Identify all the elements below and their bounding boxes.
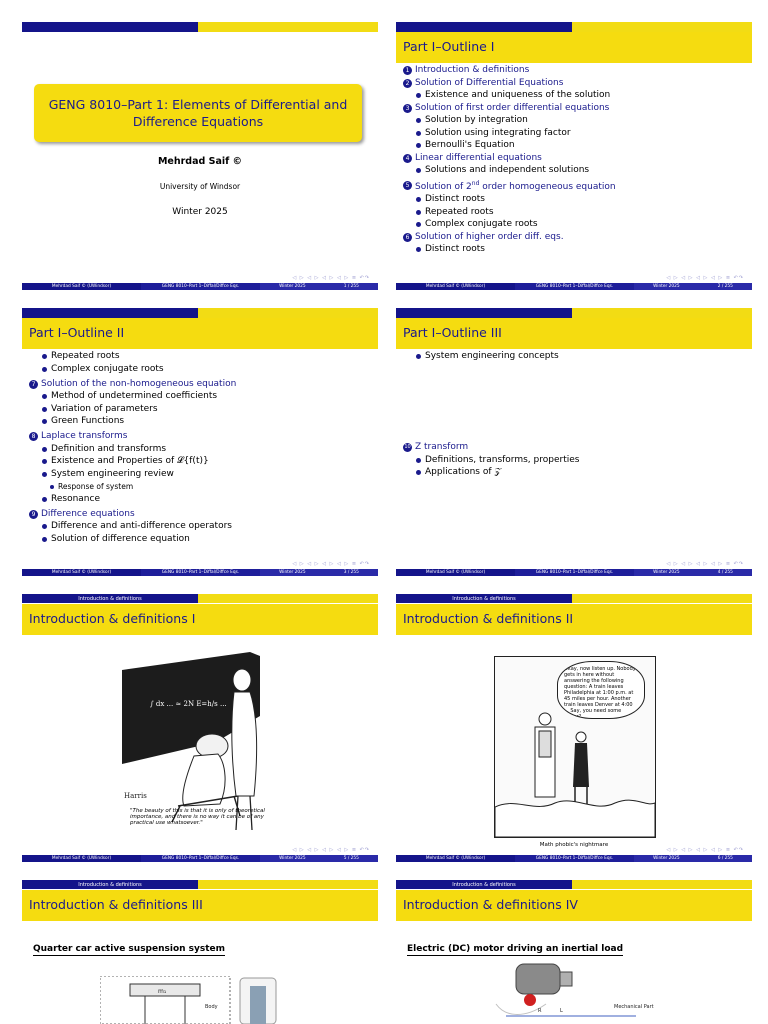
frame-title: Introduction & definitions IV <box>396 890 752 921</box>
outline-subsection[interactable]: Difference and anti-difference operators <box>29 521 236 532</box>
top-bar <box>22 22 378 32</box>
outline-list <box>29 351 236 546</box>
frame-title: Part I–Outline III <box>396 318 752 349</box>
mechanical-part-label: Mechanical Part <box>614 1004 654 1010</box>
frame-title: Part I–Outline II <box>22 318 378 349</box>
outline-subsection[interactable]: Repeated roots <box>29 351 236 362</box>
outline-subsection[interactable]: Solution of difference equation <box>29 534 236 545</box>
section-bar: Introduction & definitions <box>396 880 752 889</box>
outline-subsection[interactable]: Solution by integration <box>403 115 616 126</box>
frame-title: Introduction & definitions II <box>396 604 752 635</box>
slide-8 <box>396 880 752 1024</box>
slide-6: Introduction & definitions Introduction & definitions II Okay, now listen up. Nobody gets in here without answering the following question: A train leaves Philadelphia at 1:00 p.m. at 45 miles per hour. Another train leaves Denver at 4:00 ... Say, you need some paper? Math phobic's nightmare ◁ ▷ ◁ ▷ ◁ ▷ ◁ ▷ ≡ ↶↷ Mehrdad Saif © (UWindsor) GENG 8010–Part 1–Diffal/Diffce Eqs. Winter 2025 6 / 255 <box>396 594 752 862</box>
footer-term: Winter 2025 <box>279 284 306 289</box>
outline-section[interactable]: 2 Solution of Differential Equations <box>403 78 616 89</box>
outline-subsection[interactable]: Method of undetermined coefficients <box>29 391 236 402</box>
board-text: ∫ dx ... ≈ 2N E=h/s ... <box>150 700 227 708</box>
outline-subsection[interactable]: Definitions, transforms, properties <box>403 455 579 466</box>
dc-motor-diagram <box>486 960 736 1024</box>
date: Winter 2025 <box>172 207 228 217</box>
outline-section[interactable]: 4 Linear differential equations <box>403 153 616 164</box>
outline-section[interactable]: 10 Z transform <box>404 442 469 452</box>
page-number: 4 / 255 <box>717 570 733 575</box>
page-number: 3 / 255 <box>343 570 359 575</box>
outline-list <box>403 351 559 364</box>
outline-subsection[interactable]: Existence and Properties of 𝓛{f(t)} <box>29 456 236 467</box>
outline-list <box>403 442 579 480</box>
outline-subsection[interactable]: Bernoulli's Equation <box>403 140 616 151</box>
speech-bubble: Okay, now listen up. Nobody gets in here without answering the following question: A train leaves Philadelphia at 1:00 p.m. at 45 miles per hour. Another train leaves Denver at 4:00 ... Say, you need some paper? <box>557 661 645 719</box>
nav-icons[interactable]: ◁ ▷ ◁ ▷ ◁ ▷ ◁ ▷ ≡ ↶↷ <box>292 275 370 281</box>
frame-title: Part I–Outline I <box>396 32 752 63</box>
section-bar: Introduction & definitions <box>22 594 378 603</box>
outline-section[interactable]: 9 Difference equations <box>29 509 236 520</box>
outline-section[interactable]: 6 Solution of higher order diff. eqs. <box>403 232 616 243</box>
outline-subsection[interactable]: Existence and uniqueness of the solution <box>403 90 616 101</box>
outline-subsection[interactable]: Complex conjugate roots <box>403 219 616 230</box>
author: Mehrdad Saif © <box>157 156 243 167</box>
footer <box>22 283 378 290</box>
outline-subsection[interactable]: Distinct roots <box>403 194 616 205</box>
outline-subsection[interactable]: Definition and transforms <box>29 444 236 455</box>
outline-subsection[interactable]: Solutions and independent solutions <box>403 165 616 176</box>
footer-author: Mehrdad Saif © (UWindsor) <box>22 283 141 290</box>
page-number: 1 / 255 <box>343 284 359 289</box>
outline-subsubsection[interactable]: Response of system <box>29 481 236 492</box>
outline-subsection[interactable]: Resonance <box>29 494 236 505</box>
nav-icons[interactable]: ◁ ▷ ◁ ▷ ◁ ▷ ◁ ▷ ≡ ↶↷ <box>666 561 744 567</box>
page-number: 6 / 255 <box>717 856 733 861</box>
slide-3: Part I–Outline II Repeated roots Complex conjugate roots 7 Solution of the non-homogeneous equation Method of undetermined coefficients Variation of parameters Green Functions 8 Laplace transforms Definition and transforms Existence and Properties of 𝓛{f(t)} System engineering review Response of system Resonance 9 Difference equations Difference and anti-difference operators Solution of difference equation ◁ ▷ ◁ ▷ ◁ ▷ ◁ ▷ ≡ ↶↷ Mehrdad Saif © (UWindsor) GENG 8010–Part 1–Diffal/Diffce Eqs. Winter 2025 3 / 255 <box>22 308 378 576</box>
slide-2: Part I–Outline I 1 Introduction & definitions 2 Solution of Differential Equations Existence and uniqueness of the solution 3 Solution of first order differential equations Solution by integration Solution using integrating factor Bernoulli's Equation 4 Linear differential equations Solutions and independent solutions 5 Solution of 2nd order homogeneous equation Distinct roots Repeated roots Complex conjugate roots 6 Solution of higher order diff. eqs. Distinct roots ◁ ▷ ◁ ▷ ◁ ▷ ◁ ▷ ≡ ↶↷ Mehrdad Saif © (UWindsor) GENG 8010–Part 1–Diffal/Diffce Eqs. Winter 2025 2 / 255 <box>396 22 752 290</box>
footer-course: GENG 8010–Part 1–Diffal/Diffce Eqs. <box>141 283 260 290</box>
institution: University of Windsor <box>159 182 241 191</box>
nav-icons[interactable]: ◁ ▷ ◁ ▷ ◁ ▷ ◁ ▷ ≡ ↶↷ <box>292 561 370 567</box>
outline-subsection[interactable]: Applications of 𝒵 <box>403 467 579 478</box>
slide-1 <box>22 22 378 290</box>
outline-subsection[interactable]: Solution using integrating factor <box>403 128 616 139</box>
outline-subsection[interactable]: Variation of parameters <box>29 404 236 415</box>
presentation-title: GENG 8010–Part 1: Elements of Differential and Difference Equations <box>48 97 348 129</box>
cartoon-caption: Math phobic's nightmare <box>539 842 609 848</box>
suspension-diagram <box>100 976 290 1024</box>
section-bar: Introduction & definitions <box>396 594 752 603</box>
nav-icons[interactable]: ◁ ▷ ◁ ▷ ◁ ▷ ◁ ▷ ≡ ↶↷ <box>292 847 370 853</box>
outline-section[interactable]: 7 Solution of the non-homogeneous equation <box>29 379 236 390</box>
outline-subsection[interactable]: Repeated roots <box>403 207 616 218</box>
cartoon-frame <box>494 656 656 838</box>
cartoon-quote: "The beauty of this is that it is only of theoretical importance, and there is no way it can be of any practical use whatsoever." <box>130 808 265 826</box>
outline-subsection[interactable]: Distinct roots <box>403 244 616 255</box>
slide-heading: Quarter car active suspension system <box>33 944 226 954</box>
outline-subsection[interactable]: Complex conjugate roots <box>29 364 236 375</box>
outline-subsection[interactable]: System engineering concepts <box>403 351 559 362</box>
page-number: 2 / 255 <box>717 284 733 289</box>
outline-subsection[interactable]: Green Functions <box>29 416 236 427</box>
outline-section[interactable]: 1 Introduction & definitions <box>403 65 616 76</box>
page-number: 5 / 255 <box>343 856 359 861</box>
nav-icons[interactable]: ◁ ▷ ◁ ▷ ◁ ▷ ◁ ▷ ≡ ↶↷ <box>666 275 744 281</box>
body-label: Body <box>205 1004 218 1010</box>
slide-heading: Electric (DC) motor driving an inertial load <box>407 944 624 954</box>
slide-5: Introduction & definitions Introduction & definitions I ∫ dx ... ≈ 2N E=h/s ... Harris "The beauty of this is that it is only of theoretical importance, and there is no way it can be of any practical use whatsoever." ◁ ▷ ◁ ▷ ◁ ▷ ◁ ▷ ≡ ↶↷ Mehrdad Saif © (UWindsor) GENG 8010–Part 1–Diffal/Diffce Eqs. Winter 2025 5 / 255 <box>22 594 378 862</box>
outline-section[interactable]: 5 Solution of 2nd order homogeneous equation <box>403 178 616 193</box>
nav-icons[interactable]: ◁ ▷ ◁ ▷ ◁ ▷ ◁ ▷ ≡ ↶↷ <box>666 847 744 853</box>
frame-title: Introduction & definitions I <box>22 604 378 635</box>
slide-4: Part I–Outline III System engineering concepts 10 Z transform Definitions, transforms, properties Applications of 𝒵 ◁ ▷ ◁ ▷ ◁ ▷ ◁ ▷ ≡ ↶↷ Mehrdad Saif © (UWindsor) GENG 8010–Part 1–Diffal/Diffce Eqs. Winter 2025 4 / 255 <box>396 308 752 576</box>
resistor-label: R <box>538 1008 542 1014</box>
outline-subsection[interactable]: System engineering review <box>29 469 236 480</box>
frame-title: Introduction & definitions III <box>22 890 378 921</box>
outline-section[interactable]: 8 Laplace transforms <box>29 431 236 442</box>
inductor-label: L <box>560 1008 563 1014</box>
slide-7 <box>22 880 378 1024</box>
outline-list <box>403 65 616 257</box>
outline-section[interactable]: 3 Solution of first order differential equations <box>403 103 616 114</box>
mass-label: m₁ <box>158 988 167 995</box>
title-box <box>34 84 362 142</box>
cartoon-signature: Harris <box>124 792 147 800</box>
section-bar: Introduction & definitions <box>22 880 378 889</box>
